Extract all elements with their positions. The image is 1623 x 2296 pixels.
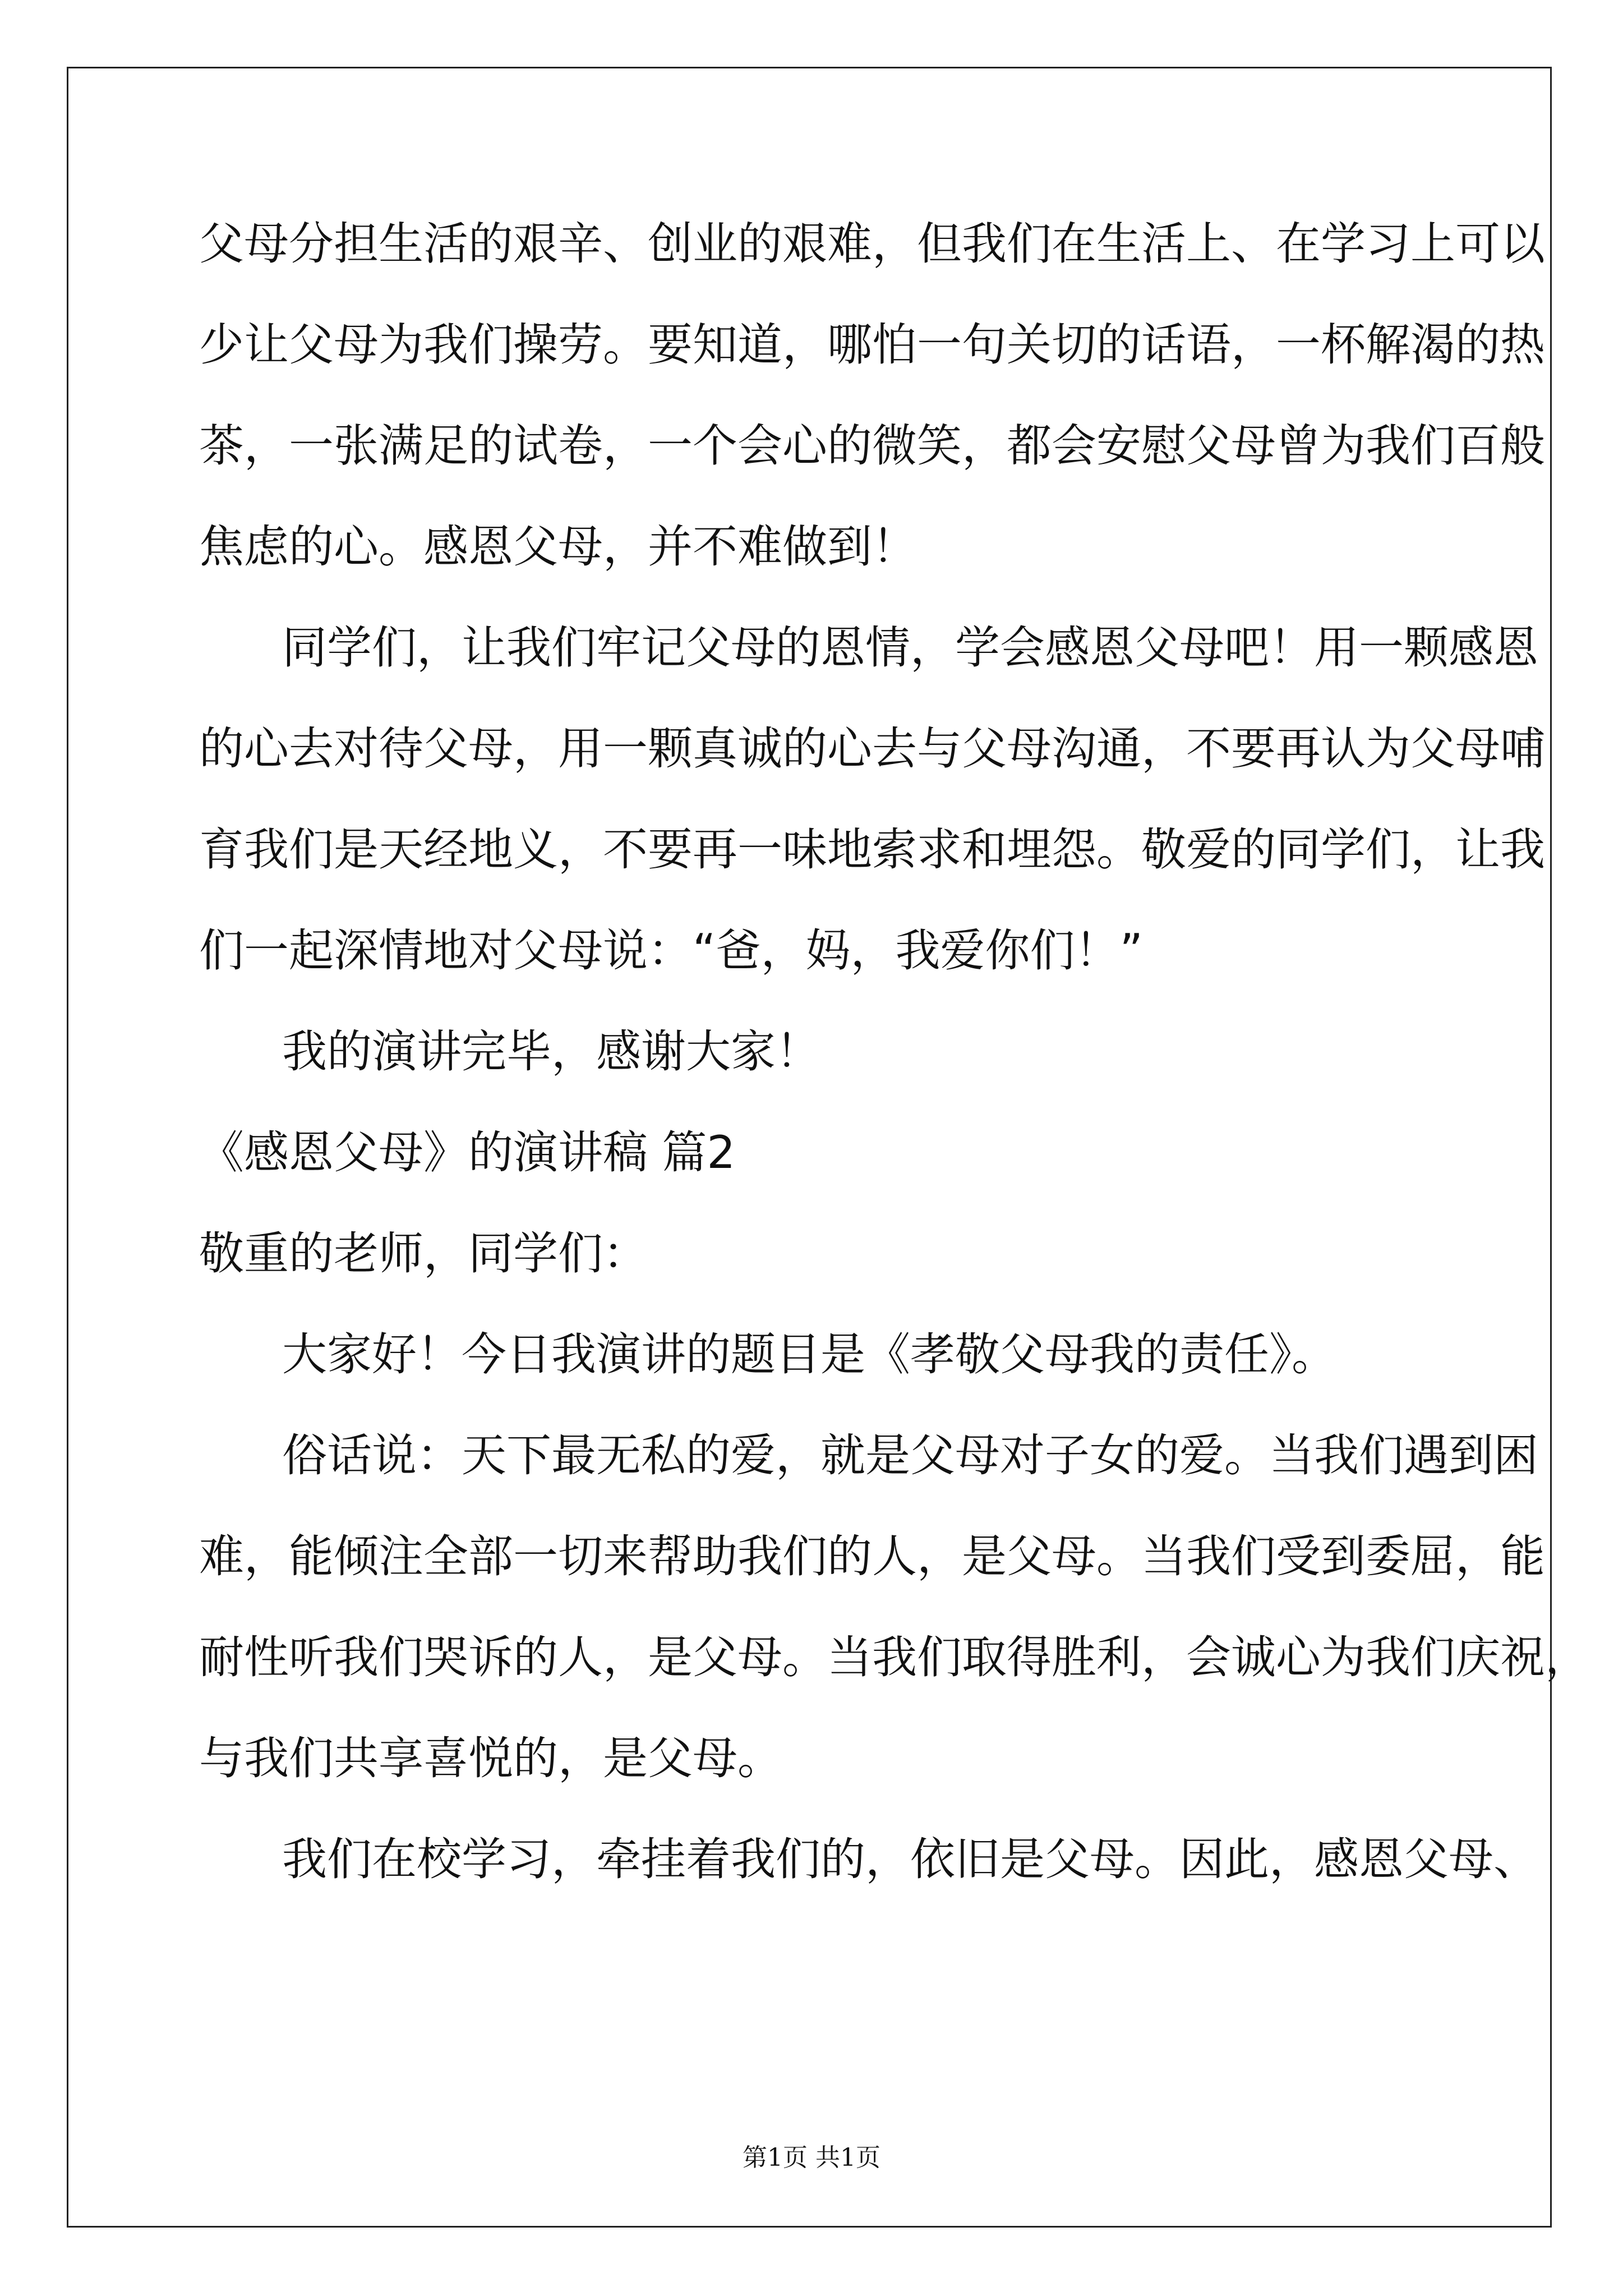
paragraph-line: 同学们，让我们牢记父母的恩情，学会感恩父母吧！用一颗感恩	[282, 622, 1538, 674]
paragraph-line: 我们在校学习，牵挂着我们的，依旧是父母。因此，感恩父母、	[282, 1833, 1538, 1885]
salutation: 敬重的老师，同学们：	[199, 1227, 648, 1280]
paragraph-line: 与我们共享喜悦的，是父母。	[199, 1732, 782, 1784]
paragraph-line: 的心去对待父母，用一颗真诚的心去与父母沟通，不要再认为父母哺	[199, 723, 1545, 775]
paragraph-line: 耐性听我们哭诉的人，是父母。当我们取得胜利，会诚心为我们庆祝，	[199, 1631, 1590, 1683]
paragraph-line: 少让父母为我们操劳。要知道，哪怕一句关切的话语，一杯解渴的热	[199, 319, 1545, 371]
paragraph-line: 茶，一张满足的试卷，一个会心的微笑，都会安慰父母曾为我们百般	[199, 420, 1545, 472]
paragraph-line: 俗话说：天下最无私的爱，就是父母对子女的爱。当我们遇到困	[282, 1429, 1538, 1481]
paragraph-line: 我的演讲完毕，感谢大家！	[282, 1025, 820, 1078]
section-heading: 《感恩父母》的演讲稿 篇2	[199, 1126, 736, 1179]
paragraph-line: 育我们是天经地义，不要再一味地索求和埋怨。敬爱的同学们，让我	[199, 823, 1545, 876]
paragraph-line: 焦虑的心。感恩父母，并不难做到！	[199, 521, 917, 573]
page-footer: 第1页 共1页	[743, 2143, 880, 2172]
paragraph-line: 大家好！今日我演讲的题目是《孝敬父母我的责任》。	[282, 1328, 1336, 1381]
paragraph-line: 们一起深情地对父母说：“爸，妈，我爱你们！”	[199, 924, 1143, 977]
paragraph-line: 难，能倾注全部一切来帮助我们的人，是父母。当我们受到委屈，能	[199, 1530, 1545, 1582]
paragraph-line: 父母分担生活的艰辛、创业的艰难，但我们在生活上、在学习上可以	[199, 218, 1545, 270]
document-body	[199, 216, 1590, 1932]
